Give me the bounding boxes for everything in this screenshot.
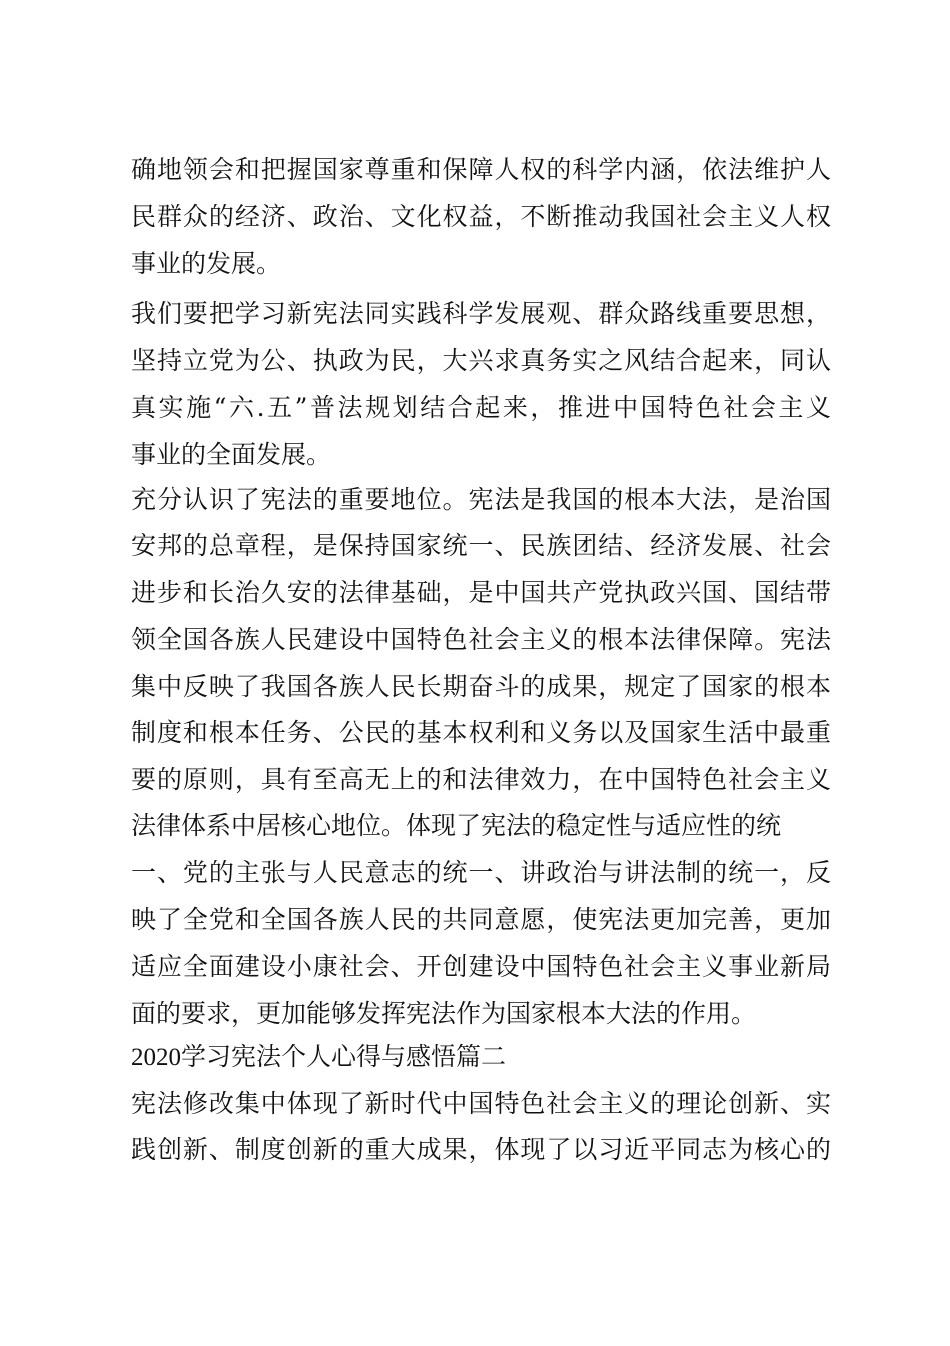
paragraph-3-line-4: 领全国各族人民建设中国特色社会主义的根本法律保障。宪法 [131, 625, 831, 654]
paragraph-1-line-2: 民群众的经济、政治、文化权益，不断推动我国社会主义人权 [131, 202, 831, 231]
paragraph-3-line-1: 充分认识了宪法的重要地位。宪法是我国的根本大法，是治国 [131, 485, 831, 514]
paragraph-2-line-3: 真实施“六.五”普法规划结合起来，推进中国特色社会主义 [131, 393, 831, 422]
section-heading: 2020学习宪法个人心得与感悟篇二 [131, 1044, 507, 1071]
paragraph-2-line-1: 我们要把学习新宪法同实践科学发展观、群众路线重要思想， [131, 299, 831, 328]
paragraph-3-line-10: 映了全党和全国各族人民的共同意愿，使宪法更加完善，更加 [131, 905, 831, 934]
paragraph-2-line-4: 事业的全面发展。 [131, 440, 332, 469]
paragraph-3-line-9: 一、党的主张与人民意志的统一、讲政治与讲法制的统一，反 [131, 858, 831, 887]
paragraph-3-line-8: 法律体系中居核心地位。体现了宪法的稳定性与适应性的统 [131, 811, 782, 840]
paragraph-3-line-12: 面的要求，更加能够发挥宪法作为国家根本大法的作用。 [131, 999, 757, 1028]
paragraph-3-line-3: 进步和长治久安的法律基础，是中国共产党执政兴国、国结带 [131, 578, 831, 607]
paragraph-5-line-1: 宪法修改集中体现了新时代中国特色社会主义的理论创新、实 [131, 1089, 831, 1118]
paragraph-3-line-6: 制度和根本任务、公民的基本权利和义务以及国家生活中最重 [131, 718, 831, 747]
paragraph-3-line-7: 要的原则，具有至高无上的和法律效力，在中国特色社会主义 [131, 765, 831, 794]
paragraph-1-line-1: 确地领会和把握国家尊重和保障人权的科学内涵，依法维护人 [131, 155, 831, 184]
paragraph-3-line-11: 适应全面建设小康社会、开创建设中国特色社会主义事业新局 [131, 952, 831, 981]
paragraph-1-line-3: 事业的发展。 [131, 249, 282, 278]
paragraph-3-line-5: 集中反映了我国各族人民长期奋斗的成果，规定了国家的根本 [131, 672, 831, 701]
paragraph-5-line-2: 践创新、制度创新的重大成果，体现了以习近平同志为核心的 [131, 1135, 831, 1164]
paragraph-3-line-2: 安邦的总章程，是保持国家统一、民族团结、经济发展、社会 [131, 531, 831, 560]
paragraph-2-line-2: 坚持立党为公、执政为民，大兴求真务实之风结合起来，同认 [131, 346, 831, 375]
